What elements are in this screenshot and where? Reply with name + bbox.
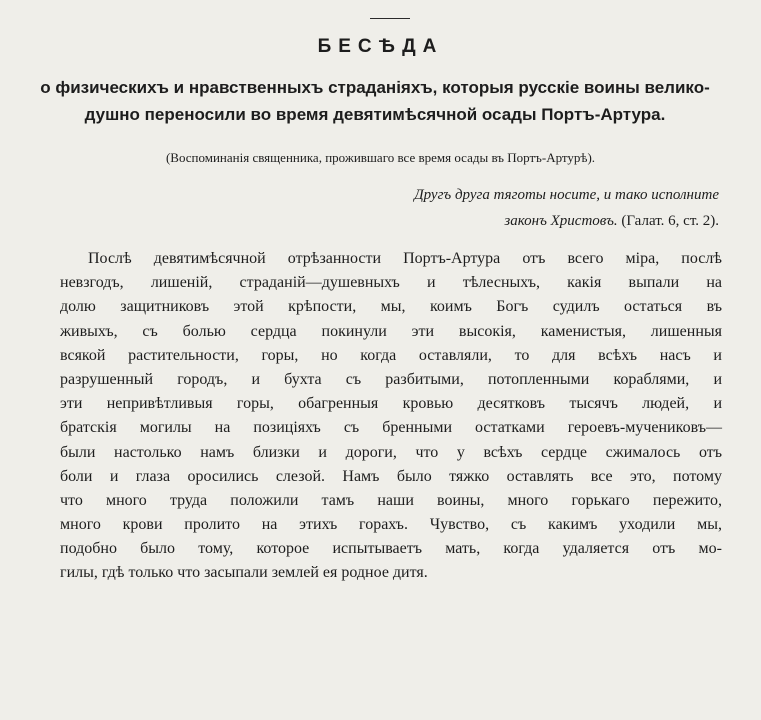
body-line: эти непривѣтливыя горы, обагренныя кровью десятковъ тысячъ людей, и: [60, 395, 722, 413]
body-line: боли и глаза оросились слезой. Намъ было тяжко оставлять все это, потому: [60, 467, 722, 485]
body-line: гилы, гдѣ только что засыпали землей ея родное дитя.: [60, 564, 428, 582]
body-line: невзгодъ, лишеній, страданій—душевныхъ и тѣлесныхъ, какія выпали на: [60, 274, 722, 292]
body-line: были настолько намъ близки и дороги, что у всѣхъ сердце сжималось отъ: [60, 443, 722, 461]
document-subtitle: [30, 74, 720, 128]
body-line: что много труда положили тамъ наши воины, много горькаго пережито,: [60, 491, 722, 509]
body-line: всякой растительности, горы, но когда оставляли, то для всѣхъ насъ и: [60, 346, 722, 364]
body-line: разрушенный городъ, и бухта съ разбитыми, потопленными кораблями, и: [60, 370, 722, 388]
author-note: (Воспоминанія священника, прожившаго все время осады въ Портъ-Артурѣ).: [165, 150, 596, 165]
body-line: много крови пролито на этихъ горахъ. Чувство, съ какимъ уходили мы,: [60, 516, 722, 534]
subtitle-line: о физическихъ и нравственныхъ страданіяхъ, которыя русскіе воины велико-: [40, 78, 710, 97]
epigraph: [299, 182, 719, 234]
epigraph-quote-end: законъ Христовъ.: [504, 213, 618, 229]
epigraph-reference: (Галат. 6, ст. 2).: [617, 213, 719, 229]
epigraph-line: [299, 208, 719, 234]
epigraph-line: [299, 182, 719, 208]
header-rule: [370, 18, 410, 19]
body-line: долю защитниковъ этой крѣпости, мы, коимъ Богъ судилъ остаться въ: [60, 298, 722, 316]
body-line: братскія могилы на позиціяхъ съ бренными остатками героевъ-мучениковъ—: [60, 419, 722, 437]
body-line: живыхъ, съ болью сердца покинули эти высокія, каменистыя, лишенныя: [60, 322, 722, 340]
body-line: Послѣ девятимѣсячной отрѣзанности Портъ-Артура отъ всего міра, послѣ: [88, 250, 722, 267]
subtitle-line: душно переносили во время девятимѣсячной осады Портъ-Артура.: [84, 105, 666, 124]
epigraph-quote: Другъ друга тяготы носите, и тако исполните: [414, 187, 719, 203]
document-title: БЕСѢДА: [317, 36, 444, 57]
body-paragraph: [60, 247, 722, 586]
body-line: подобно было тому, которое испытываетъ мать, когда удаляется отъ мо-: [60, 540, 722, 558]
